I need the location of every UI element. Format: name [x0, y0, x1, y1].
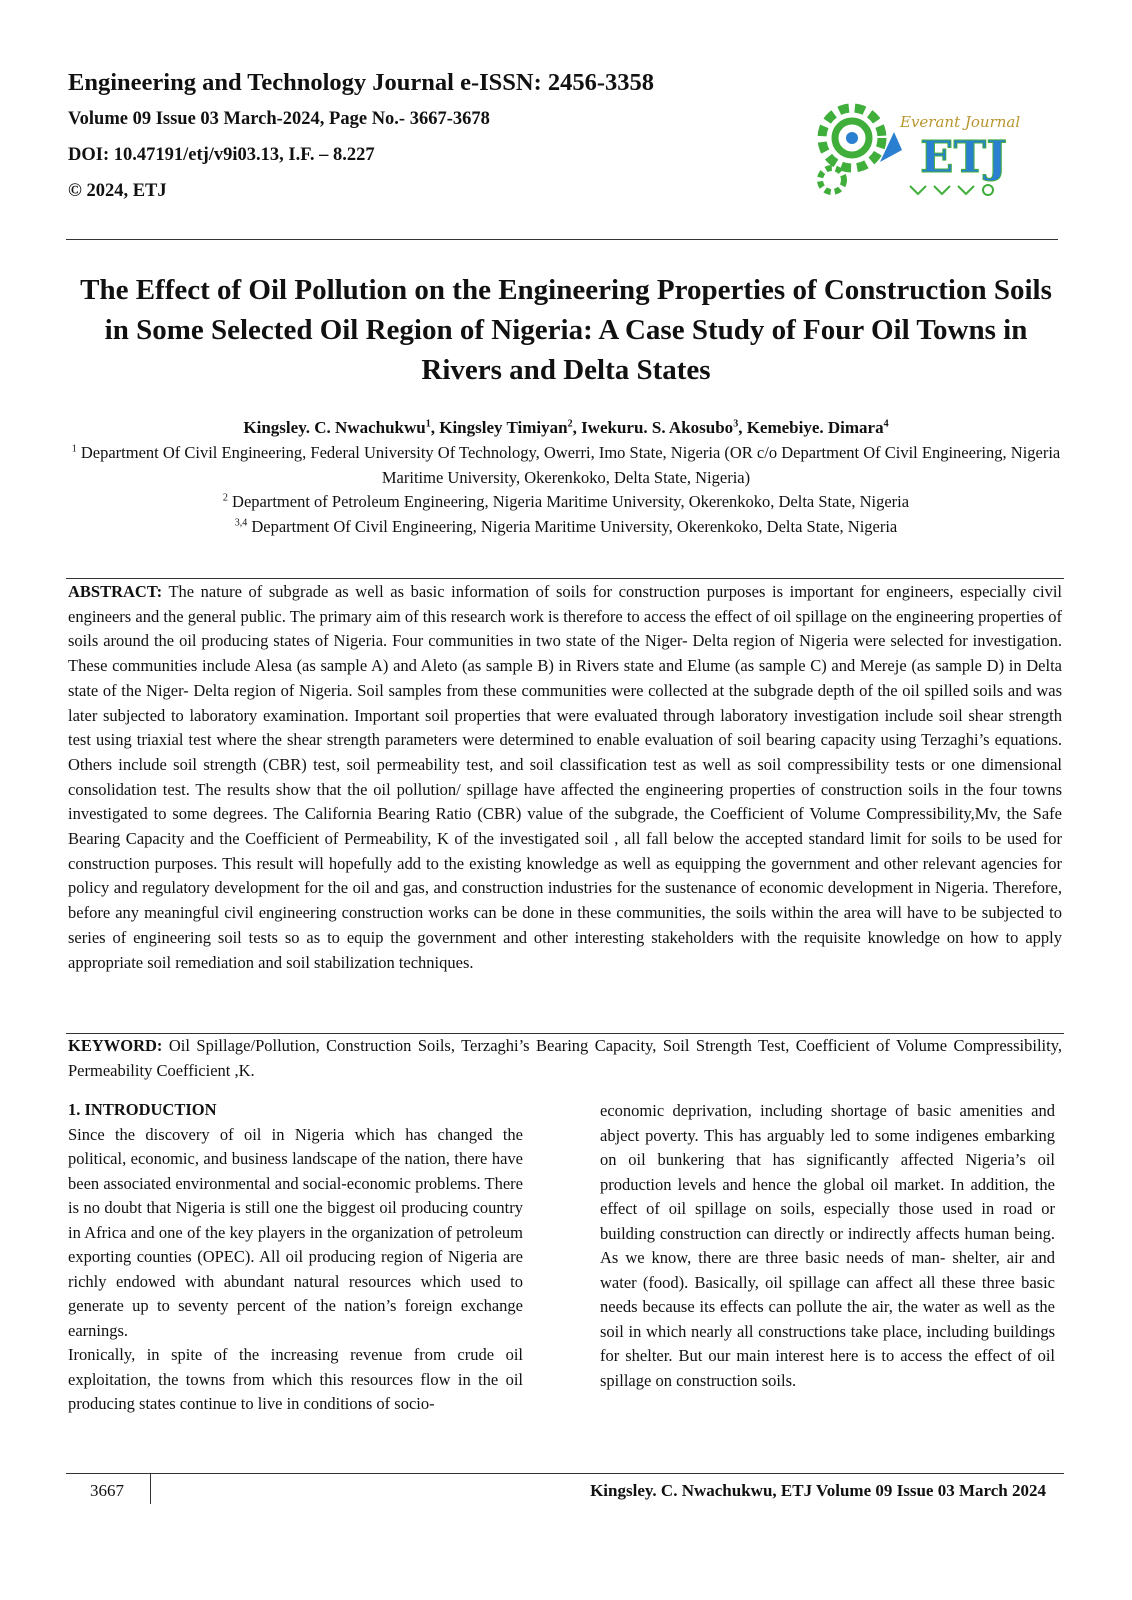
footer-rule [66, 1473, 1064, 1474]
abstract-label: ABSTRACT: [68, 582, 163, 601]
page-number: 3667 [90, 1481, 124, 1500]
affiliation-text: Department Of Civil Engineering, Federal University Of Technology, Owerri, Imo State, Nigeria (OR c/o Department Of Civil Engineering, Nigeria Maritime University, Okerenkoko, Delta State, Nigeria) [80, 443, 1061, 487]
logo-journal-name: Everant Journal [900, 113, 1020, 131]
gear-small-icon [820, 168, 844, 192]
affiliation-sup: 2 [222, 492, 228, 504]
affiliation [66, 441, 1066, 490]
affiliation-sup: 1 [71, 443, 77, 455]
journal-copyright: © 2024, ETJ [68, 181, 167, 201]
journal-title: Engineering and Technology Journal e-ISSN: 2456-3358 [68, 69, 655, 96]
author-name: Kemebiye. Dimara [746, 418, 884, 437]
left-column [68, 1098, 523, 1417]
author-name: Kingsley Timiyan [439, 418, 568, 437]
abstract-text: The nature of subgrade as well as basic information of soils for construction purposes is important for engineers, especially civil engineers and the general public. The primary aim of this research work is therefore to access the effect of oil spillage on the engineering properties of soils around the oil producing states of Nigeria. Four communities in two state of the Niger- Delta region of Nigeria were selected for investigation. These communities include Alesa (as sample A) and Aleto (as sample B) in Rivers state and Elume (as sample C) and Mereje (as sample D) in Delta state of the Niger- Delta region of Nigeria. Soil samples from these communities were collected at the subgrade depth of the oil spilled soils and was later subjected to laboratory examination. Important soil properties that were evaluated through laboratory investigation include soil shear strength test using triaxial test where the shear strength parameters were determined to enable evaluation of soil bearing capacity using Terzaghi’s equations. Others include soil strength (CBR) test, soil permeability test, and soil classification test as well as soil compressibility tests or one dimensional consolidation test. The results show that the oil pollution/ spillage have affected the engineering properties of construction soils in the four towns investigated to some degrees. The California Bearing Ratio (CBR) value of the subgrade, the Coefficient of Volume Compressibility,Mv, the Safe Bearing Capacity and the Coefficient of Permeability, K of the investigated soil , all fall below the accepted standard limit for soils to be used for construction purposes. This result will hopefully add to the existing knowledge as well as equipping the government and other relevant agencies for policy and regulatory development for the oil and gas, and construction industries for the sustenance of economic development in Nigeria. Therefore, before any meaningful civil engineering construction works can be done in these communities, the soils within the area will have to be subjected to series of engineering soil tests so as to equip the government and other interesting stakeholders with the requisite knowledge on how to apply appropriate soil remediation and soil stabilization techniques. [68, 582, 1062, 972]
right-column [600, 1099, 1055, 1393]
affiliations [66, 441, 1066, 539]
section-heading: 1. INTRODUCTION [68, 1100, 217, 1119]
author-sup: 4 [883, 418, 889, 430]
keyword-label: KEYWORD: [68, 1036, 163, 1055]
journal-logo [810, 92, 1020, 202]
affiliation [66, 490, 1066, 515]
affiliation-text: Department of Petroleum Engineering, Nigeria Maritime University, Okerenkoko, Delta State, Nigeria [232, 492, 910, 511]
affiliation-sup: 3,4 [234, 517, 248, 528]
affiliation [66, 515, 1066, 540]
journal-header [68, 66, 768, 216]
author-name: Kingsley. C. Nwachukwu [243, 418, 426, 437]
footer-divider [150, 1474, 151, 1504]
intro-paragraph-1: Since the discovery of oil in Nigeria which has changed the political, economic, and business landscape of the nation, there have been associated environmental and social-economic problems. There is no doubt that Nigeria is still one the biggest oil producing country in Africa and one of the key players in the organization of petroleum exporting counties (OPEC). All oil producing region of Nigeria are richly endowed with abundant natural resources which used to generate up to seventy percent of the nation’s foreign exchange earnings. [68, 1124, 523, 1340]
author-sup: 1 [425, 418, 431, 430]
journal-volume: Volume 09 Issue 03 March-2024, Page No.- 3667-3678 [68, 109, 490, 129]
abstract-rule [66, 578, 1064, 579]
decorative-glyphs [910, 185, 993, 195]
logo-initials: ETJ [920, 132, 1008, 183]
author-sup: 3 [733, 418, 739, 430]
abstract [68, 580, 1062, 975]
running-footer: Kingsley. C. Nwachukwu, ETJ Volume 09 Issue 03 March 2024 [590, 1481, 1046, 1500]
author-sup: 2 [567, 418, 573, 430]
paper-title: The Effect of Oil Pollution on the Engineering Properties of Construction Soils in Some Selected Oil Region of Nigeria: A Case Study of Four Oil Towns in Rivers and Delta States [80, 274, 1052, 386]
header-rule [66, 239, 1058, 240]
intro-paragraph-3: economic deprivation, including shortage of basic amenities and abject poverty. This has arguably led to some indigenes embarking on oil bunkering that has significantly affected Nigeria’s oil production levels and hence the global oil market. In addition, the effect of oil spillage on soils, especially those used in road or building construction can directly or indirectly affects human being. As we know, there are three basic needs of man- shelter, air and water (food). Basically, oil spillage can affect all these three basic needs because its effects can pollute the air, the water as well as the soil in which nearly all constructions take place, including buildings for shelter. But our main interest here is to access the effect of oil spillage on construction soils. [600, 1101, 1055, 1390]
author-name: Iwekuru. S. Akosubo [581, 418, 734, 437]
gear-icon [822, 108, 882, 168]
affiliation-text: Department Of Civil Engineering, Nigeria Maritime University, Okerenkoko, Delta State, Nigeria [251, 516, 898, 536]
author-list: Kingsley. C. Nwachukwu$^1$, Kingsley Timiyan$^2$, Iwekuru. S. Akosubo$^3$, Kemebiye. Dimara$^4$ [243, 418, 889, 437]
keywords [68, 1034, 1062, 1083]
intro-paragraph-2: Ironically, in spite of the increasing revenue from crude oil exploitation, the towns from which this resources flow in the oil producing states continue to live in conditions of socio- [68, 1345, 523, 1413]
journal-doi: DOI: 10.47191/etj/v9i03.13, I.F. – 8.227 [68, 145, 375, 165]
keyword-text: Oil Spillage/Pollution, Construction Soils, Terzaghi’s Bearing Capacity, Soil Strength Test, Coefficient of Volume Compressibility, Permeability Coefficient ,K. [68, 1036, 1062, 1080]
